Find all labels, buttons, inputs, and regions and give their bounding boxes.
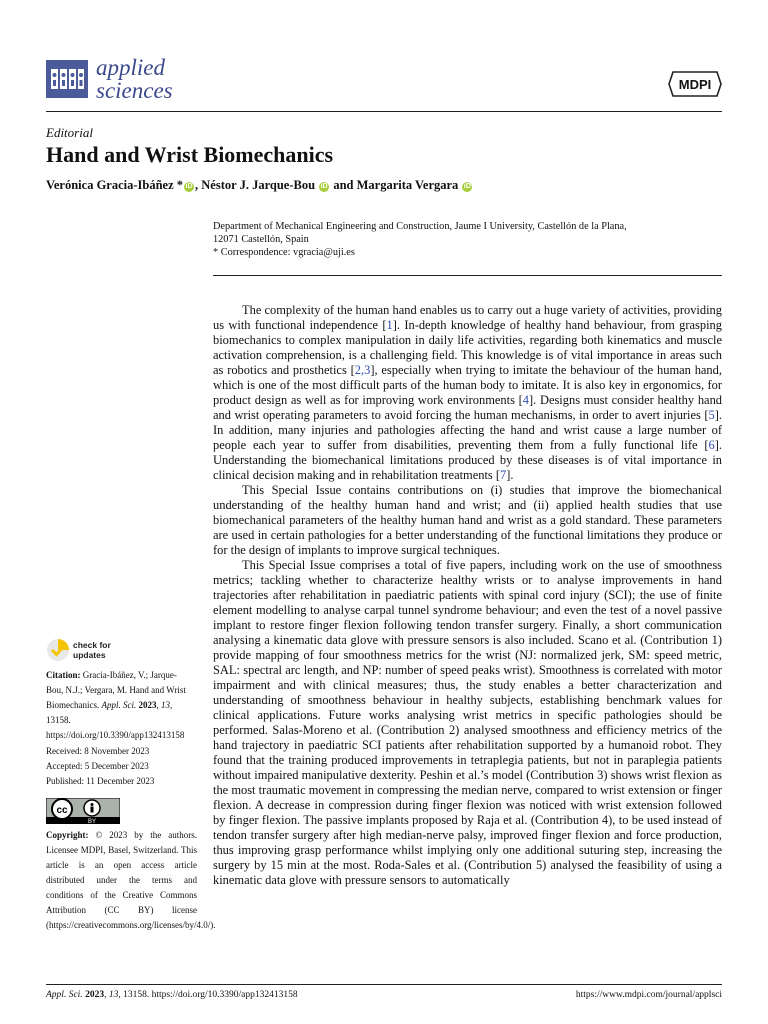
cc-by-label: BY: [87, 819, 97, 824]
journal-logo-icon: [46, 60, 88, 98]
publisher-name: MDPI: [678, 77, 712, 92]
journal-name-line2: sciences: [96, 78, 173, 103]
check-for-updates-label[interactable]: check for updates: [73, 640, 111, 660]
citation-block: Citation: Gracia-Ibáñez, V.; Jarque-Bou, N.J.; Vergara, M. Hand and Wrist Biomechanics. Appl. Sci. 2023, 13, 13158. https://doi.org/10.3390/app132413158: [46, 670, 186, 740]
footer-citation: Appl. Sci. 2023, 13, 13158. https://doi.org/10.3390/app132413158: [46, 990, 298, 1000]
author-name[interactable]: Verónica Gracia-Ibáñez *: [46, 178, 184, 192]
footer-journal-url[interactable]: https://www.mdpi.com/journal/applsci: [575, 990, 722, 1000]
journal-name: [96, 56, 173, 102]
journal-name-line1: applied: [96, 55, 165, 80]
reference-link[interactable]: 6: [708, 438, 715, 452]
header-divider: [46, 111, 722, 112]
svg-text:cc: cc: [56, 805, 68, 816]
accepted-date: Accepted: 5 December 2023: [46, 761, 149, 771]
affiliation-divider: [213, 275, 722, 276]
reference-link[interactable]: 5: [708, 408, 715, 422]
article-type: Editorial: [46, 125, 93, 140]
reference-link[interactable]: 4: [522, 393, 529, 407]
correspondence: * Correspondence: vgracia@uji.es: [213, 247, 355, 258]
cc-by-license-icon[interactable]: [46, 798, 120, 824]
publication-dates: [46, 744, 154, 789]
copyright-notice: Copyright: © 2023 by the authors. Licensee MDPI, Basel, Switzerland. This article is an open access article distributed under the terms and conditions of the Creative Commons Attribution (CC BY) license (https://creativecommons.org/licenses/by/4.0/).: [46, 830, 216, 930]
received-date: Received: 8 November 2023: [46, 746, 150, 756]
affiliation-line: 12071 Castellón, Spain: [213, 234, 309, 245]
mdpi-logo-icon: [667, 70, 723, 98]
reference-link[interactable]: 1: [386, 318, 393, 332]
orcid-icon[interactable]: iD: [463, 183, 471, 190]
affiliation-block: [213, 220, 627, 259]
footer-divider: [46, 984, 722, 985]
article-title: Hand and Wrist Biomechanics: [46, 142, 334, 167]
check-for-updates-icon[interactable]: [46, 638, 70, 662]
author-name[interactable]: , Néstor J. Jarque-Bou: [195, 178, 316, 192]
reference-link[interactable]: 7: [500, 468, 507, 482]
orcid-icon[interactable]: iD: [320, 183, 328, 190]
author-list: [46, 178, 473, 193]
published-date: Published: 11 December 2023: [46, 776, 155, 786]
author-name[interactable]: and Margarita Vergara: [330, 178, 459, 192]
body-paragraph: This Special Issue comprises a total of five papers, including work on the use of smoothness metrics; tackling whether to characterize healthy wrists or to analyse improvements in hand trajectories after rehabilitation in paediatric patients with spinal cord injury (SCI); the use of finite element modelling to analyse carpal tunnel syndrome behaviour; and even the test of a novel passive implant to restore finger flexion following tendon transfer surgery. Finally, a short communication analysing a kinematic data glove with pressure sensors is also included. Scano et al. (Contribution 1) provide mapping of four smoothness metrics for the wrist (NJ: normalized jerk, SM: speed metric, SAL: spectral arc length, and NP: number of speed peaks wrist). Smoothness is correlated with motor impairment and with clinical measures; thus, the study enables a better characterization and understanding of smoothness behaviour in healthy subjects, establishing benchmark values for clinical applications. Future works analysing wrist metrics in specific pathologies should be performed. Salas-Moreno et al. (Contribution 2) analysed smoothness and efficiency metrics of the hand trajectory in paediatric SCI patients after rehabilitation supported by a humanoid robot. They found that the training produced improvements in tetraplegia patients, but not in paraplegia patients without impaired manipulative dexterity. Peshin et al.’s model (Contribution 3) shows wrist flexion as the most traumatic movement in compressing the median nerve, compared to wrist extension or finger flexion. A decrease in compression during finger flexion was noticed with wrist extension followed by finger flexion. The passive implants proposed by Raja et al. (Contribution 4), to be used instead of tendon transfer surgery after high median-nerve palsy, improved finger flexion and force production, thus improving grasp performance whilst implying only one additional suturing step, increasing the surgery by 15 min at the most. Roda-Sales et al. (Contribution 5) analysed the feasibility of using a kinematic data glove with pressure sensors to automatically: [213, 558, 722, 887]
body-paragraph: This Special Issue contains contributions on (i) studies that improve the biomechanical understanding of the healthy human hand and wrist; and (ii) applied health studies that use biomechanical parameters of the healthy human hand and wrist as a gold standard. These parameters are used in certain pathologies for a better understanding of the functional limitations they produce or for the design of implants to improve surgical techniques.: [213, 483, 722, 557]
orcid-icon[interactable]: iD: [185, 183, 193, 190]
body-paragraph: The complexity of the human hand enables us to carry out a huge variety of activities, providing us with functional independence [1]. In-depth knowledge of healthy hand behaviour, from grasping biomechanics to complex manipulation in daily life activities, regarding both kinematics and muscle activation comprehension, is a challenging field. This knowledge is of vital importance in areas such as robotics and prosthetics [2,3], especially when trying to imitate the behaviour of the human hand, which is one of the most difficult parts of the human body to imitate. It is also key in ergonomics, for product design as well as for improving work environments [4]. Designs must consider healthy hand and wrist operating parameters to avoid forcing the human mechanisms, in order to avert injuries [5]. In addition, many injuries and pathologies affecting the hand and wrist cause a large number of people each year to suffer from disabilities, preventing them from a fully functional life [6]. Understanding the biomechanical limitations produced by these diseases is of vital importance in clinical decision making and in rehabilitation treatments [7].: [213, 303, 723, 482]
article-body: [213, 303, 722, 888]
reference-link[interactable]: 2,3: [354, 363, 371, 377]
affiliation-line: Department of Mechanical Engineering and Construction, Jaume I University, Castellón de la Plana,: [213, 221, 627, 232]
